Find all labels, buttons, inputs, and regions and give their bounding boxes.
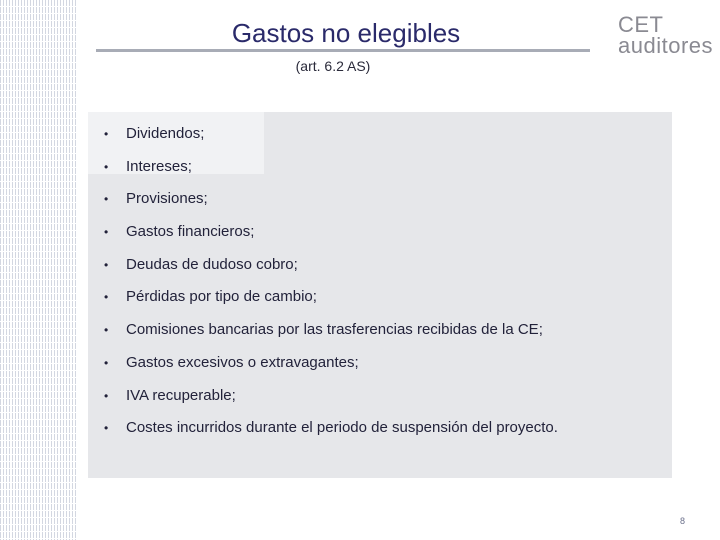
list-item-text: Gastos financieros; — [126, 223, 255, 241]
list-item-text: Comisiones bancarias por las trasferencias recibidas de la CE; — [126, 321, 543, 339]
list-item — [100, 183, 670, 216]
bullet-icon: • — [104, 127, 109, 141]
bullet-icon: • — [104, 290, 109, 305]
slide-subtitle: (art. 6.2 AS) — [295, 58, 371, 74]
list-item — [100, 216, 670, 249]
bullet-icon: • — [104, 225, 109, 240]
list-item — [100, 249, 670, 282]
list-item-text: Gastos excesivos o extravagantes; — [126, 353, 359, 371]
bullet-icon: • — [104, 323, 109, 338]
list-item-text: Dividendos; — [126, 125, 205, 142]
bullet-icon: • — [104, 388, 109, 403]
list-item-text: Deudas de dudoso cobro; — [126, 255, 298, 273]
logo-line-2: auditores — [618, 33, 714, 58]
company-logo — [616, 12, 712, 56]
list-item — [100, 380, 670, 413]
list-item — [100, 151, 670, 184]
logo-line-1: CET — [618, 12, 664, 37]
bullet-icon: • — [104, 257, 109, 272]
bullet-list — [100, 118, 670, 445]
list-item-text: IVA recuperable; — [126, 386, 236, 404]
list-item-text: Intereses; — [126, 157, 192, 175]
bullet-icon: • — [104, 355, 109, 370]
bullet-icon: • — [104, 192, 109, 207]
slide-title: Gastos no elegibles — [231, 18, 461, 48]
bullet-icon: • — [104, 159, 109, 174]
title-divider — [96, 49, 590, 52]
list-item — [100, 347, 670, 380]
decorative-stripe — [0, 0, 78, 540]
list-item — [100, 281, 670, 314]
bullet-icon: • — [104, 421, 109, 436]
list-item-text: Costes incurridos durante el periodo de suspensión del proyecto. — [126, 419, 558, 437]
list-item — [100, 412, 670, 445]
list-item — [100, 314, 670, 347]
page-number: 8 — [680, 516, 686, 526]
list-item-text: Pérdidas por tipo de cambio; — [126, 288, 317, 306]
list-item-text: Provisiones; — [126, 190, 208, 208]
list-item — [100, 118, 670, 151]
